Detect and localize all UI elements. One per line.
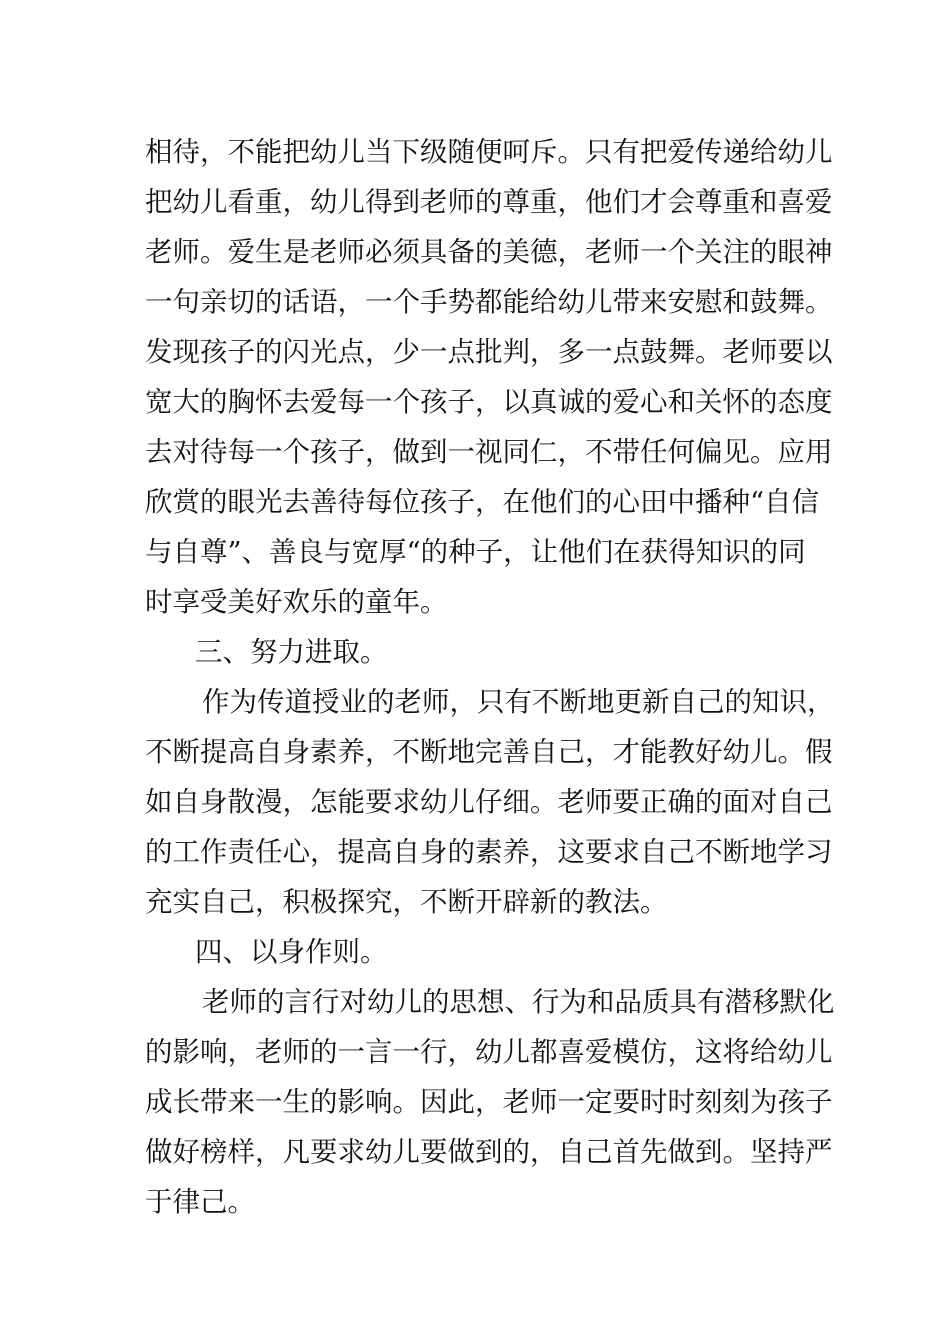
text-line: 与自尊”、善良与宽厚“的种子，让他们在获得知识的同 [145, 536, 806, 568]
text-line: 欣赏的眼光去善待每位孩子，在他们的心田中播种“自信 [145, 486, 820, 518]
text-line: 的影响，老师的一言一行，幼儿都喜爱模仿，这将给幼儿 [145, 1036, 833, 1068]
paragraph-progress [145, 677, 835, 927]
text-line: 做好榜样，凡要求幼儿要做到的，自己首先做到。坚持严 [145, 1136, 833, 1168]
text-line: 相待，不能把幼儿当下级随便呵斥。只有把爱传递给幼儿 [145, 136, 833, 168]
text-line: 发现孩子的闪光点，少一点批判，多一点鼓舞。老师要以 [145, 336, 833, 368]
paragraph-lead-by-example [145, 977, 835, 1227]
text-line: 时享受美好欢乐的童年。 [145, 586, 448, 618]
section-heading-4: 四、以身作则。 [195, 936, 388, 968]
text-line: 一句亲切的话语，一个手势都能给幼儿带来安慰和鼓舞。 [145, 286, 833, 318]
section-heading-3: 三、努力进取。 [195, 636, 388, 668]
text-line: 把幼儿看重，幼儿得到老师的尊重，他们才会尊重和喜爱 [145, 186, 833, 218]
text-line: 充实自己，积极探究，不断开辟新的教法。 [145, 886, 668, 918]
paragraph-love-children [145, 127, 833, 627]
text-line: 不断提高自身素养，不断地完善自己，才能教好幼儿。假 [145, 736, 833, 768]
text-line: 去对待每一个孩子，做到一视同仁，不带任何偏见。应用 [145, 436, 833, 468]
text-line: 成长带来一生的影响。因此，老师一定要时时刻刻为孩子 [145, 1086, 833, 1118]
document-body [145, 127, 835, 1227]
text-line: 老师的言行对幼儿的思想、行为和品质具有潜移默化 [202, 986, 835, 1018]
text-line: 如自身散漫，怎能要求幼儿仔细。老师要正确的面对自己 [145, 786, 833, 818]
text-line: 老师。爱生是老师必须具备的美德，老师一个关注的眼神 [145, 236, 833, 268]
text-line: 的工作责任心，提高自身的素养，这要求自己不断地学习 [145, 836, 833, 868]
text-line: 宽大的胸怀去爱每一个孩子，以真诚的爱心和关怀的态度 [145, 386, 833, 418]
text-line: 作为传道授业的老师，只有不断地更新自己的知识， [202, 686, 835, 718]
text-line: 于律己。 [145, 1186, 255, 1218]
